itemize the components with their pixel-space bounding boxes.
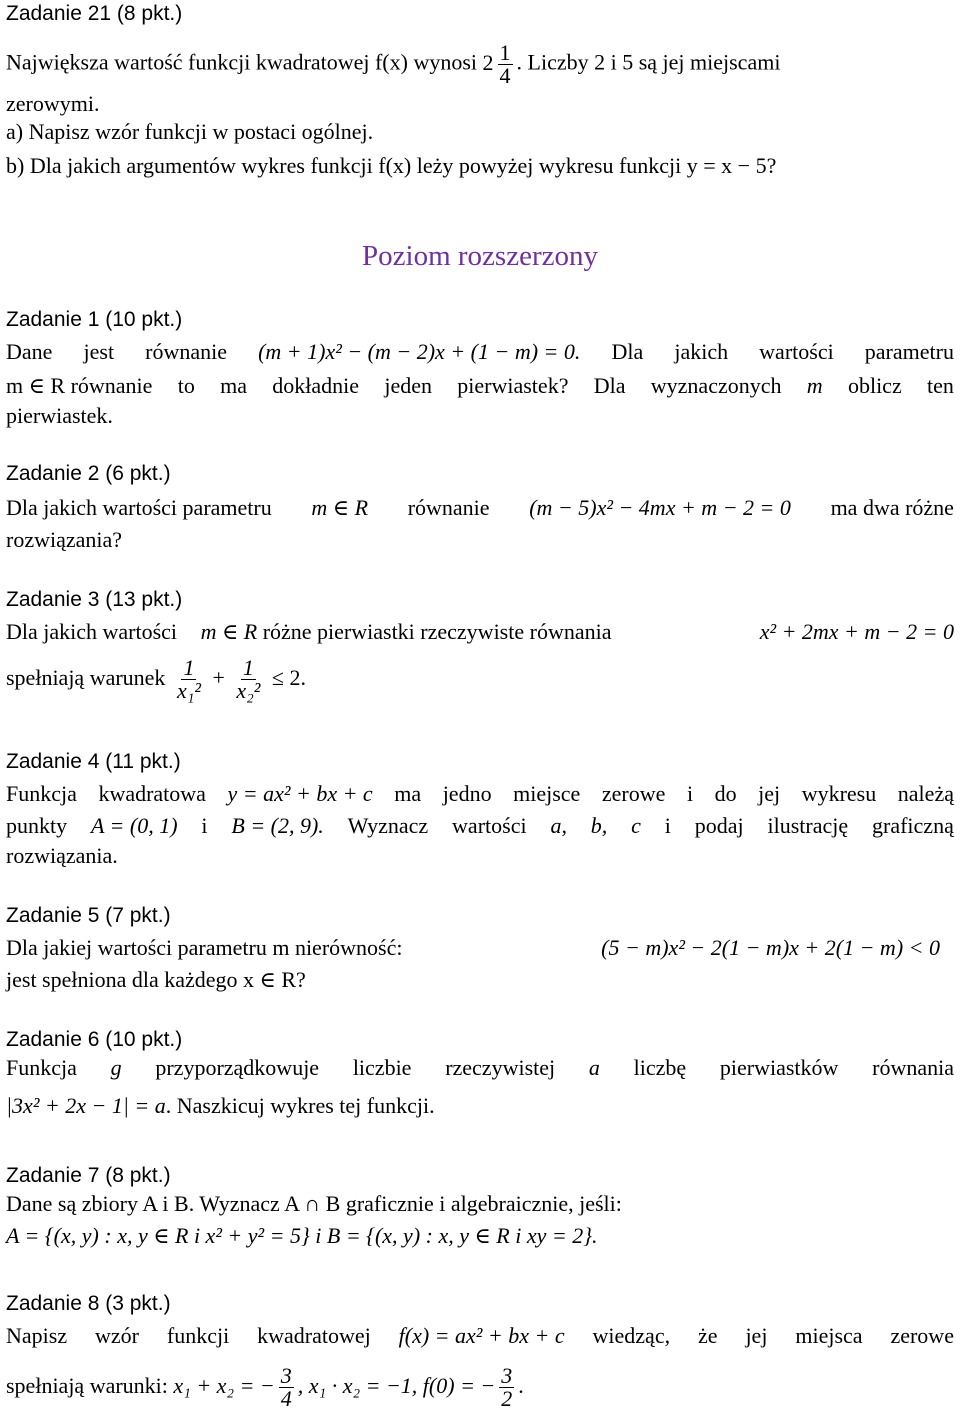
task-4-line-2: punkty A = (0, 1) i B = (2, 9). Wyznacz wartości a, b, c i podaj ilustrację graficzną: [6, 813, 954, 838]
task-21-text-1b: . Liczby 2 i 5 są jej miejscami: [516, 49, 781, 75]
task-7-sets: A = {(x, y) : x, y ∈ R i x² + y² = 5} i B = {(x, y) : x, y ∈ R i xy = 2}.: [6, 1223, 598, 1248]
task-6-line-2: |3x² + 2x − 1| = a. Naszkicuj wykres tej funkcji.: [6, 1093, 435, 1118]
task-3-line-2: spełniają warunek $\frac{1}{\text{x₁²}}$ + $\frac{1}{\text{x₂²}}$ ≤ 2.: [6, 655, 306, 704]
task-3-heading: Zadanie 3 (13 pkt.): [6, 588, 183, 611]
task-4-equation: y = ax² + bx + c: [227, 781, 373, 806]
task-21-mixed-number: 2 $\frac{1}{4}$: [482, 40, 511, 88]
task-5-heading: Zadanie 5 (7 pkt.): [6, 904, 171, 927]
task-5-inequality: (5 − m)x² − 2(1 − m)x + 2(1 − m) < 0: [601, 935, 940, 960]
task-4-line-3: rozwiązania.: [6, 843, 118, 868]
task-2-heading: Zadanie 2 (6 pkt.): [6, 462, 171, 485]
task-1-line-2: m ∈ R równanie to ma dokładnie jeden pierwiastek? Dla wyznaczonych m oblicz ten: [6, 373, 954, 398]
task-21-line-2: zerowymi.: [6, 91, 100, 116]
task-21-heading: Zadanie 21 (8 pkt.): [6, 2, 183, 25]
task-1-equation: (m + 1)x² − (m − 2)x + (1 − m) = 0.: [258, 339, 581, 364]
task-6-line-1: Funkcja g przyporządkowuje liczbie rzeczywistej a liczbę pierwiastków równania: [6, 1055, 954, 1080]
task-21-text-1: Największa wartość funkcji kwadratowej f(x) wynosi: [6, 49, 478, 75]
task-2-line-1: Dla jakich wartości parametru m ∈ R równanie (m − 5)x² − 4mx + m − 2 = 0 ma dwa różne: [6, 495, 954, 520]
task-8-line-2: spełniają warunki: x₁ + x₂ = − $\frac{3}{4}$ , x₁ · x₂ = −1, f(0) = − $\frac{3}{2}$ .: [6, 1363, 524, 1412]
task-7-line-1: Dane są zbiory A i B. Wyznacz A ∩ B graficznie i algebraicznie, jeśli:: [6, 1191, 622, 1216]
task-2-line-2: rozwiązania?: [6, 527, 123, 552]
task-6-equation: |3x² + 2x − 1| = a: [6, 1093, 166, 1118]
task-4-heading: Zadanie 4 (11 pkt.): [6, 750, 181, 773]
task-5-line-2: jest spełniona dla każdego x ∈ R?: [6, 967, 306, 992]
task-3-line-1: Dla jakich wartości m ∈ R różne pierwiastki rzeczywiste równania x² + 2mx + m − 2 = 0: [6, 619, 954, 644]
task-21-line-1: [6, 42, 954, 87]
task-21-line-3: a) Napisz wzór funkcji w postaci ogólnej.: [6, 119, 374, 144]
task-7-heading: Zadanie 7 (8 pkt.): [6, 1164, 171, 1187]
task-2-equation: (m − 5)x² − 4mx + m − 2 = 0: [529, 495, 791, 520]
task-1-line-3: pierwiastek.: [6, 403, 113, 428]
task-1-line-1: Dane jest równanie (m + 1)x² − (m − 2)x + (1 − m) = 0. Dla jakich wartości parametru: [6, 339, 954, 364]
task-21-line-4: b) Dla jakich argumentów wykres funkcji f(x) leży powyżej wykresu funkcji y = x − 5?: [6, 153, 777, 178]
task-8-function: f(x) = ax² + bx + c: [398, 1323, 565, 1348]
task-8-heading: Zadanie 8 (3 pkt.): [6, 1292, 171, 1315]
task-1-heading: Zadanie 1 (10 pkt.): [6, 308, 183, 331]
task-5-line-1: Dla jakiej wartości parametru m nierówność: (5 − m)x² − 2(1 − m)x + 2(1 − m) < 0: [6, 935, 940, 960]
section-title: Poziom rozszerzony: [362, 240, 598, 272]
task-3-equation: x² + 2mx + m − 2 = 0: [759, 619, 954, 644]
task-6-heading: Zadanie 6 (10 pkt.): [6, 1028, 183, 1051]
task-4-line-1: Funkcja kwadratowa y = ax² + bx + c ma jedno miejsce zerowe i do jej wykresu należą: [6, 781, 954, 806]
task-8-line-1: Napisz wzór funkcji kwadratowej f(x) = ax² + bx + c wiedząc, że jej miejsca zerowe: [6, 1323, 954, 1348]
